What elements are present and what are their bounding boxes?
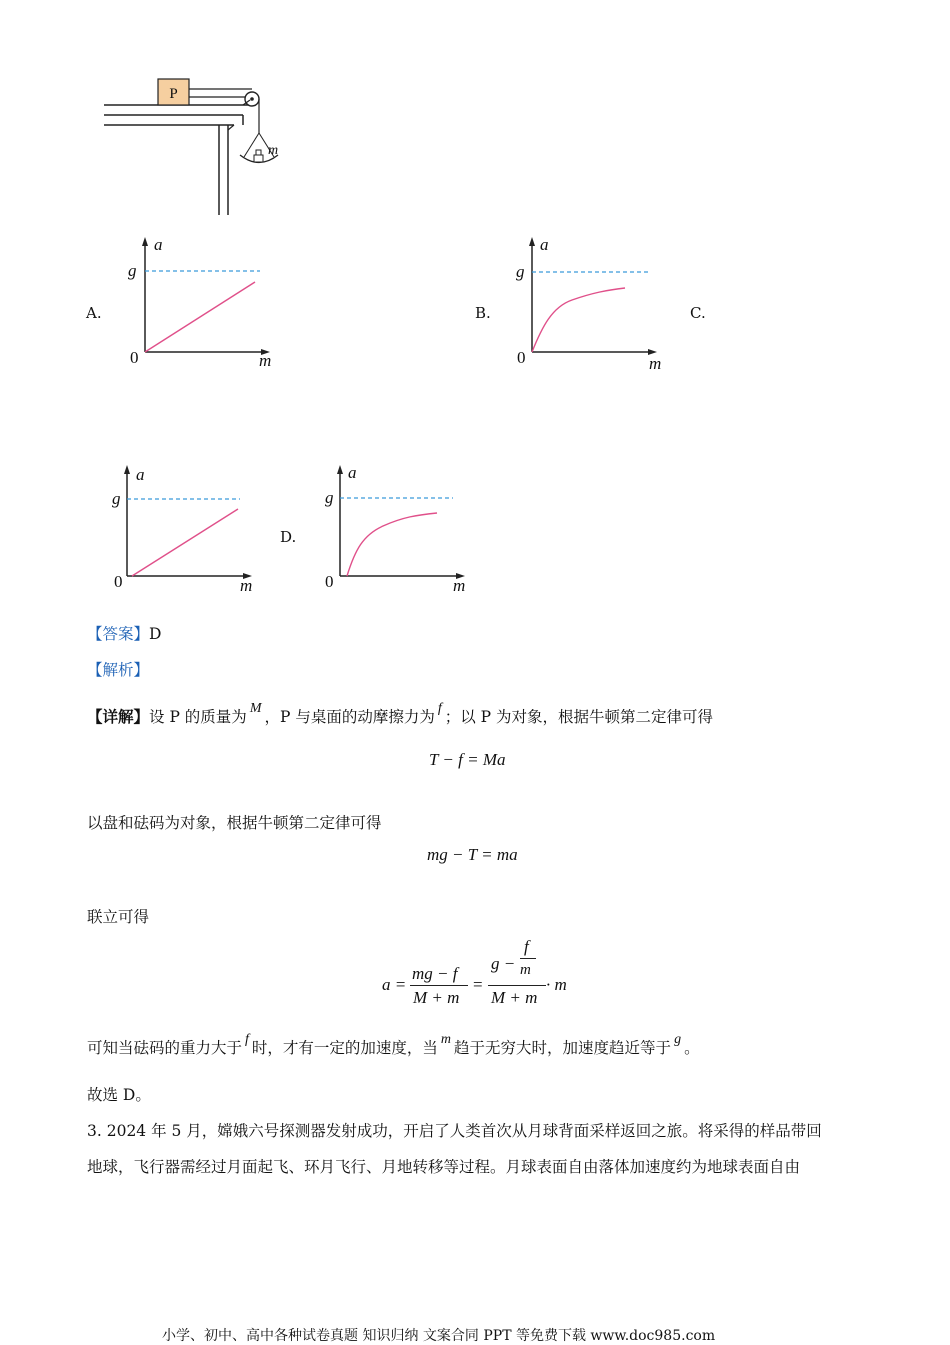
conclusion-line: 可知当砝码的重力大于 f 时，才有一定的加速度，当 m 趋于无穷大时，加速度趋近等于 g 。: [87, 1032, 700, 1057]
saturating-curve: [532, 288, 625, 352]
option-b-label: B.: [475, 304, 491, 322]
line-3: 联立可得: [87, 908, 150, 926]
analysis-tag: 【解析】: [87, 661, 150, 679]
graph-linear-2: [92, 460, 262, 600]
equation-3: a = mg − f M + m = g − f m M + m · m: [382, 937, 567, 1007]
linear-curve: [145, 282, 255, 352]
graph-curve-1: [497, 232, 667, 372]
apparatus-figure: [100, 75, 300, 220]
axis-x-label: m: [649, 354, 662, 372]
linear-curve: [132, 509, 238, 576]
detail-line: 【详解】设 P 的质量为 M ，P 与桌面的动摩擦力为 f ；以 P 为对象，根据牛顿第二定律可得: [87, 701, 714, 726]
page-footer: 小学、初中、高中各种试卷真题 知识归纳 文案合同 PPT 等免费下载 www.doc985.com: [162, 1328, 716, 1344]
detail-tag: 【详解】: [87, 707, 150, 726]
equation-2: mg − T = ma: [427, 845, 518, 864]
question-3-line-1: 3. 2024 年 5 月，嫦娥六号探测器发射成功，开启了人类首次从月球背面采样返回之旅。将采得的样品带回: [87, 1122, 822, 1140]
graph-linear-1: [110, 232, 280, 372]
axis-x-label: m: [259, 351, 272, 370]
saturating-curve: [347, 513, 437, 576]
option-c-label: C.: [690, 304, 706, 322]
origin-label: 0: [325, 572, 334, 591]
option-a-label: A.: [86, 304, 102, 322]
axis-y-label: a: [154, 235, 163, 254]
choice-line: 故选 D。: [87, 1086, 151, 1104]
option-d-label: D.: [280, 528, 297, 546]
g-label: g: [325, 488, 334, 507]
equation-1: T − f = Ma: [429, 750, 506, 769]
axis-x-label: m: [453, 576, 466, 595]
axis-y-label: a: [136, 465, 145, 484]
line-2: 以盘和砝码为对象，根据牛顿第二定律可得: [87, 814, 382, 832]
answer-line: [87, 624, 161, 644]
answer-tag: 【答案】: [87, 625, 150, 643]
origin-label: 0: [130, 348, 139, 367]
axis-y-label: a: [348, 463, 357, 482]
g-label: g: [128, 261, 137, 280]
question-3-line-2: 地球，飞行器需经过月面起飞、环月飞行、月地转移等过程。月球表面自由落体加速度约为地球表面自由: [87, 1158, 801, 1176]
g-label: g: [112, 489, 121, 508]
axis-x-label: m: [240, 576, 253, 595]
block-label: P: [169, 86, 178, 102]
mass-label: m: [268, 143, 279, 158]
answer-value: D: [149, 625, 162, 643]
g-label: g: [516, 262, 525, 281]
axis-y-label: a: [540, 235, 549, 254]
origin-label: 0: [114, 572, 123, 591]
origin-label: 0: [517, 348, 526, 367]
graph-curve-2: [305, 460, 475, 600]
